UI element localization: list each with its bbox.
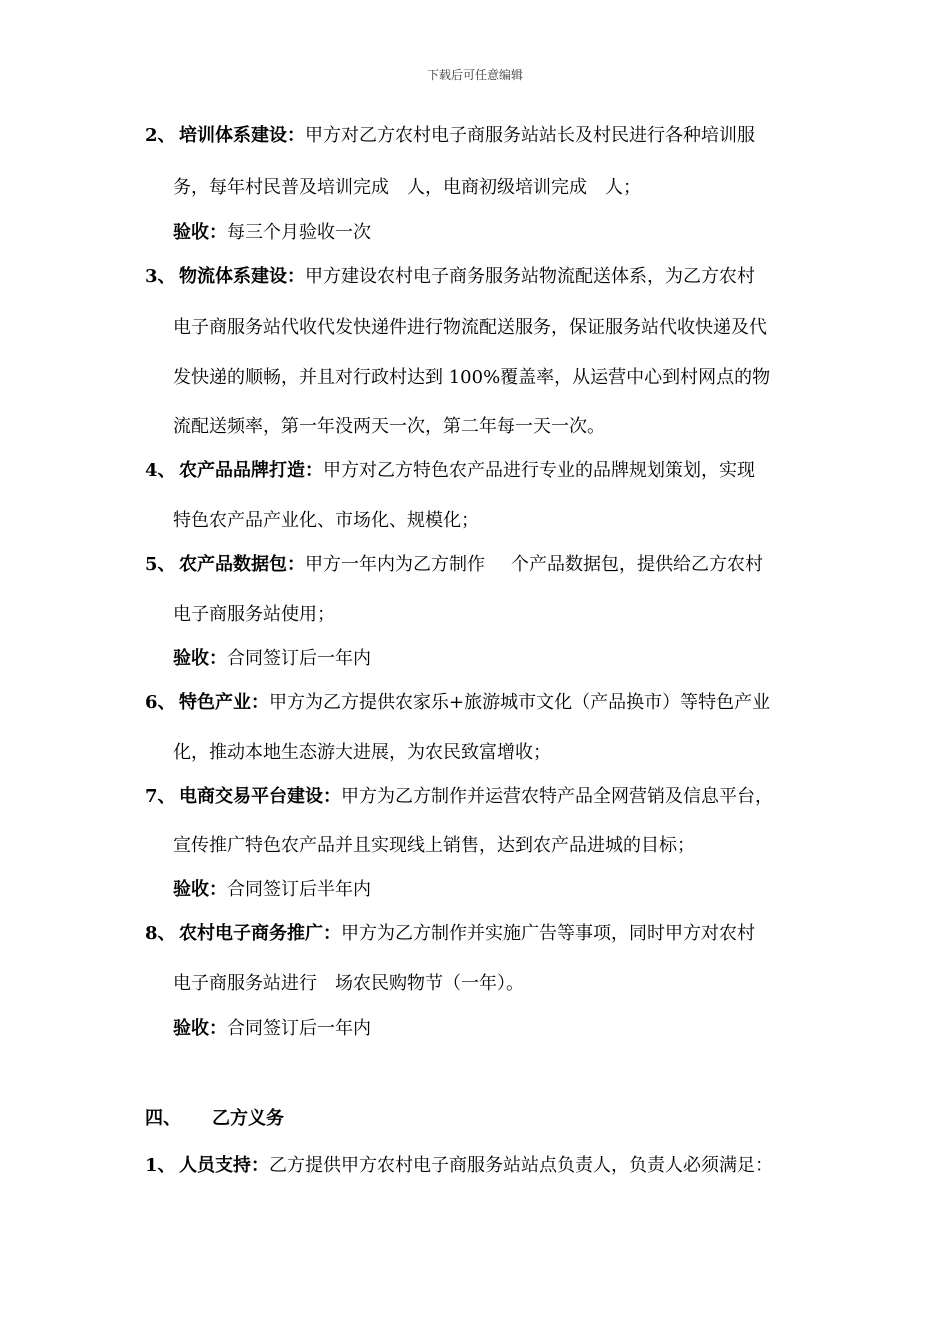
acceptance-text: 合同签订后一年内 bbox=[227, 648, 371, 669]
item-title: 电商交易平台建设： bbox=[179, 786, 341, 807]
item-3-line-3: 发快递的顺畅，并且对行政村达到 100%覆盖率，从运营中心到村网点的物 bbox=[173, 367, 771, 388]
acceptance-text: 合同签订后半年内 bbox=[227, 879, 371, 900]
item-title: 特色产业： bbox=[179, 692, 269, 713]
item-text: 甲方对乙方特色农产品进行专业的品牌规划策划，实现 bbox=[323, 460, 755, 481]
item-text-segment: 场农民购物节（一年）。 bbox=[335, 973, 524, 994]
acceptance-label: 验收： bbox=[173, 1018, 227, 1039]
item-title: 人员支持： bbox=[179, 1155, 269, 1176]
section-4-heading bbox=[145, 1107, 284, 1131]
item-number: 4、 bbox=[145, 460, 176, 481]
item-8-acceptance bbox=[173, 1017, 371, 1041]
item-5-line-1 bbox=[145, 553, 763, 577]
item-text: 甲方为乙方提供农家乐+旅游城市文化（产品换市）等特色产业 bbox=[269, 692, 771, 713]
item-text: 甲方对乙方农村电子商服务站站长及村民进行各种培训服 bbox=[305, 125, 755, 146]
item-number: 7、 bbox=[145, 786, 176, 807]
item-text: 甲方为乙方制作并运营农特产品全网营销及信息平台， bbox=[341, 786, 773, 807]
item-5-line-2: 电子商服务站使用； bbox=[173, 604, 335, 625]
item-text-segment: 个产品数据包，提供给乙方农村 bbox=[511, 554, 763, 575]
section-4-item-1 bbox=[145, 1154, 773, 1178]
item-title: 农村电子商务推广： bbox=[179, 923, 341, 944]
item-title: 培训体系建设： bbox=[179, 125, 305, 146]
item-3-line-4: 流配送频率，第一年没两天一次，第二年每一天一次。 bbox=[173, 416, 605, 437]
item-6-line-1 bbox=[145, 691, 770, 715]
acceptance-label: 验收： bbox=[173, 222, 227, 243]
item-text-segment: 甲方一年内为乙方制作 bbox=[305, 554, 485, 575]
item-title: 农产品品牌打造： bbox=[179, 460, 323, 481]
page-header: 下载后可任意编辑 bbox=[426, 68, 523, 82]
item-text: 甲方建设农村电子商务服务站物流配送体系，为乙方农村 bbox=[305, 266, 755, 287]
item-number: 2、 bbox=[145, 125, 176, 146]
item-7-line-2: 宣传推广特色农产品并且实现线上销售，达到农产品进城的目标； bbox=[173, 835, 695, 856]
item-number: 8、 bbox=[145, 923, 176, 944]
item-8-line-1 bbox=[145, 922, 755, 946]
item-number: 6、 bbox=[145, 692, 176, 713]
item-4-line-2: 特色农产品产业化、市场化、规模化； bbox=[173, 510, 479, 531]
item-5-acceptance bbox=[173, 647, 371, 671]
item-2-acceptance bbox=[173, 221, 371, 245]
item-3-line-1 bbox=[145, 265, 755, 289]
item-3-line-2: 电子商服务站代收代发快递件进行物流配送服务，保证服务站代收快递及代 bbox=[173, 317, 767, 338]
item-text-segment: 人； bbox=[605, 177, 641, 198]
item-2-line-1 bbox=[145, 124, 755, 148]
acceptance-text: 每三个月验收一次 bbox=[227, 222, 371, 243]
item-title: 物流体系建设： bbox=[179, 266, 305, 287]
item-text: 乙方提供甲方农村电子商服务站站点负责人，负责人必须满足： bbox=[269, 1155, 773, 1176]
item-text-segment: 人，电商初级培训完成 bbox=[407, 177, 587, 198]
item-6-line-2: 化，推动本地生态游大进展，为农民致富增收； bbox=[173, 742, 551, 763]
acceptance-text: 合同签订后一年内 bbox=[227, 1018, 371, 1039]
acceptance-label: 验收： bbox=[173, 879, 227, 900]
item-8-line-2 bbox=[173, 972, 524, 996]
item-number: 5、 bbox=[145, 554, 176, 575]
item-number: 3、 bbox=[145, 266, 176, 287]
item-2-line-2 bbox=[173, 176, 641, 200]
item-text-segment: 务，每年村民普及培训完成 bbox=[173, 177, 389, 198]
item-7-acceptance bbox=[173, 878, 371, 902]
item-4-line-1 bbox=[145, 459, 755, 483]
item-text-segment: 电子商服务站进行 bbox=[173, 973, 317, 994]
item-7-line-1 bbox=[145, 785, 773, 809]
item-text: 甲方为乙方制作并实施广告等事项，同时甲方对农村 bbox=[341, 923, 755, 944]
item-number: 1、 bbox=[145, 1155, 176, 1176]
acceptance-label: 验收： bbox=[173, 648, 227, 669]
item-title: 农产品数据包： bbox=[179, 554, 305, 575]
section-title: 乙方义务 bbox=[212, 1108, 284, 1129]
section-number: 四、 bbox=[145, 1108, 181, 1129]
